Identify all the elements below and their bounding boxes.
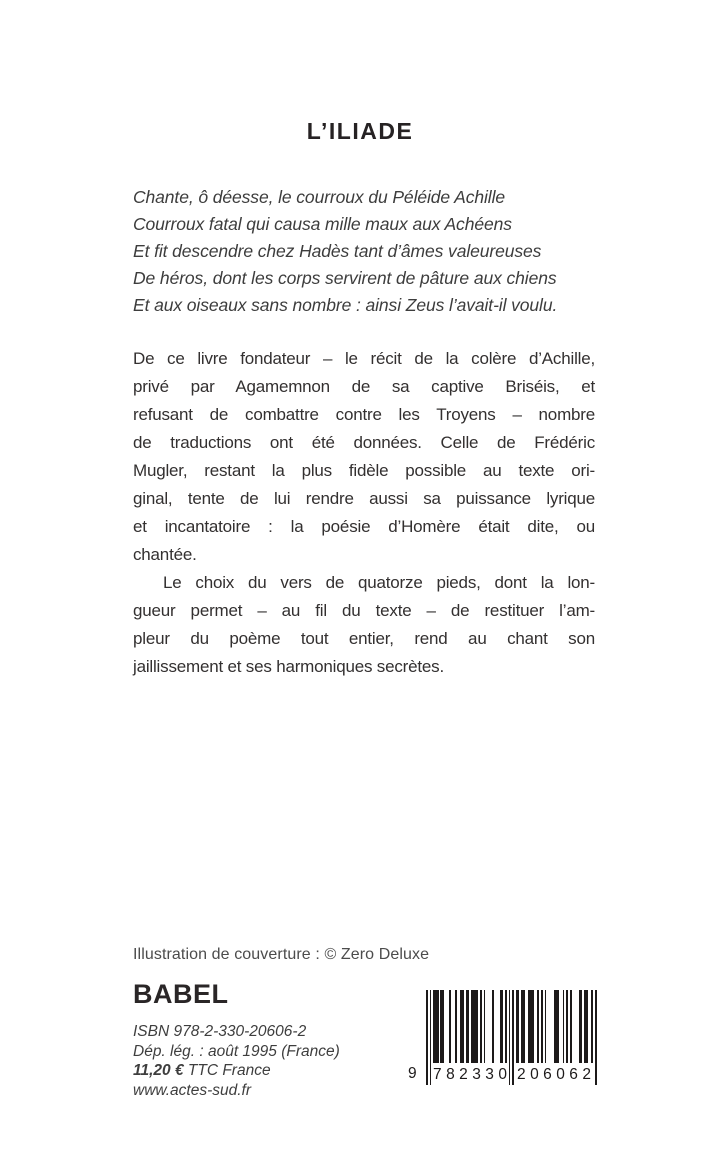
body-line: de traductions ont été données. Celle de Frédéric (133, 433, 595, 452)
cover-credit: Illustration de couverture : © Zero Deluxe (133, 946, 430, 963)
legal-deposit-line: Dép. lég. : août 1995 (France) (133, 1042, 340, 1060)
colophon-block (133, 1022, 340, 1100)
body-line: jaillissement et ses harmoniques secrètes. (133, 657, 444, 676)
verse-line: Et fit descendre chez Hadès tant d’âmes valeureuses (133, 241, 542, 261)
barcode-digit-group: 7 8 2 3 3 0 (431, 1063, 509, 1085)
barcode (406, 990, 598, 1090)
verse-line: Et aux oiseaux sans nombre : ainsi Zeus l’avait-il voulu. (133, 295, 558, 315)
verse-line: Courroux fatal qui causa mille maux aux Achéens (133, 214, 512, 234)
body-line: privé par Agamemnon de sa captive Briséis, et (133, 377, 595, 396)
body-line: De ce livre fondateur – le récit de la colère d’Achille, (133, 349, 595, 368)
website-line: www.actes-sud.fr (133, 1081, 252, 1099)
verse-line: Chante, ô déesse, le courroux du Péléide Achille (133, 187, 506, 207)
verse-block (133, 184, 613, 319)
publisher-logo: BABEL (133, 979, 229, 1009)
price-value: 11,20 € (133, 1062, 184, 1079)
price-suffix: TTC France (183, 1062, 271, 1079)
book-title: L’ILIADE (306, 118, 414, 144)
price-line (133, 1061, 340, 1081)
body-line: pleur du poème tout entier, rend au chant son (133, 629, 595, 648)
body-line: et incantatoire : la poésie d’Homère était dite, ou (133, 517, 595, 536)
isbn-line: ISBN 978-2-330-20606-2 (133, 1023, 307, 1040)
description-block (133, 345, 595, 681)
barcode-digit: 9 (408, 1065, 417, 1082)
barcode-digit-group: 2 0 6 0 6 2 (515, 1063, 593, 1085)
verse-line: De héros, dont les corps servirent de pâture aux chiens (133, 268, 557, 288)
body-line: refusant de combattre contre les Troyens – nombre (133, 405, 595, 424)
body-line: gueur permet – au fil du texte – de restituer l’am- (133, 601, 595, 620)
body-line: Le choix du vers de quatorze pieds, dont la lon- (163, 573, 595, 592)
body-line: chantée. (133, 545, 197, 564)
body-line: Mugler, restant la plus fidèle possible au texte ori- (133, 461, 595, 480)
body-line: ginal, tente de lui rendre aussi sa puissance lyrique (133, 489, 595, 508)
